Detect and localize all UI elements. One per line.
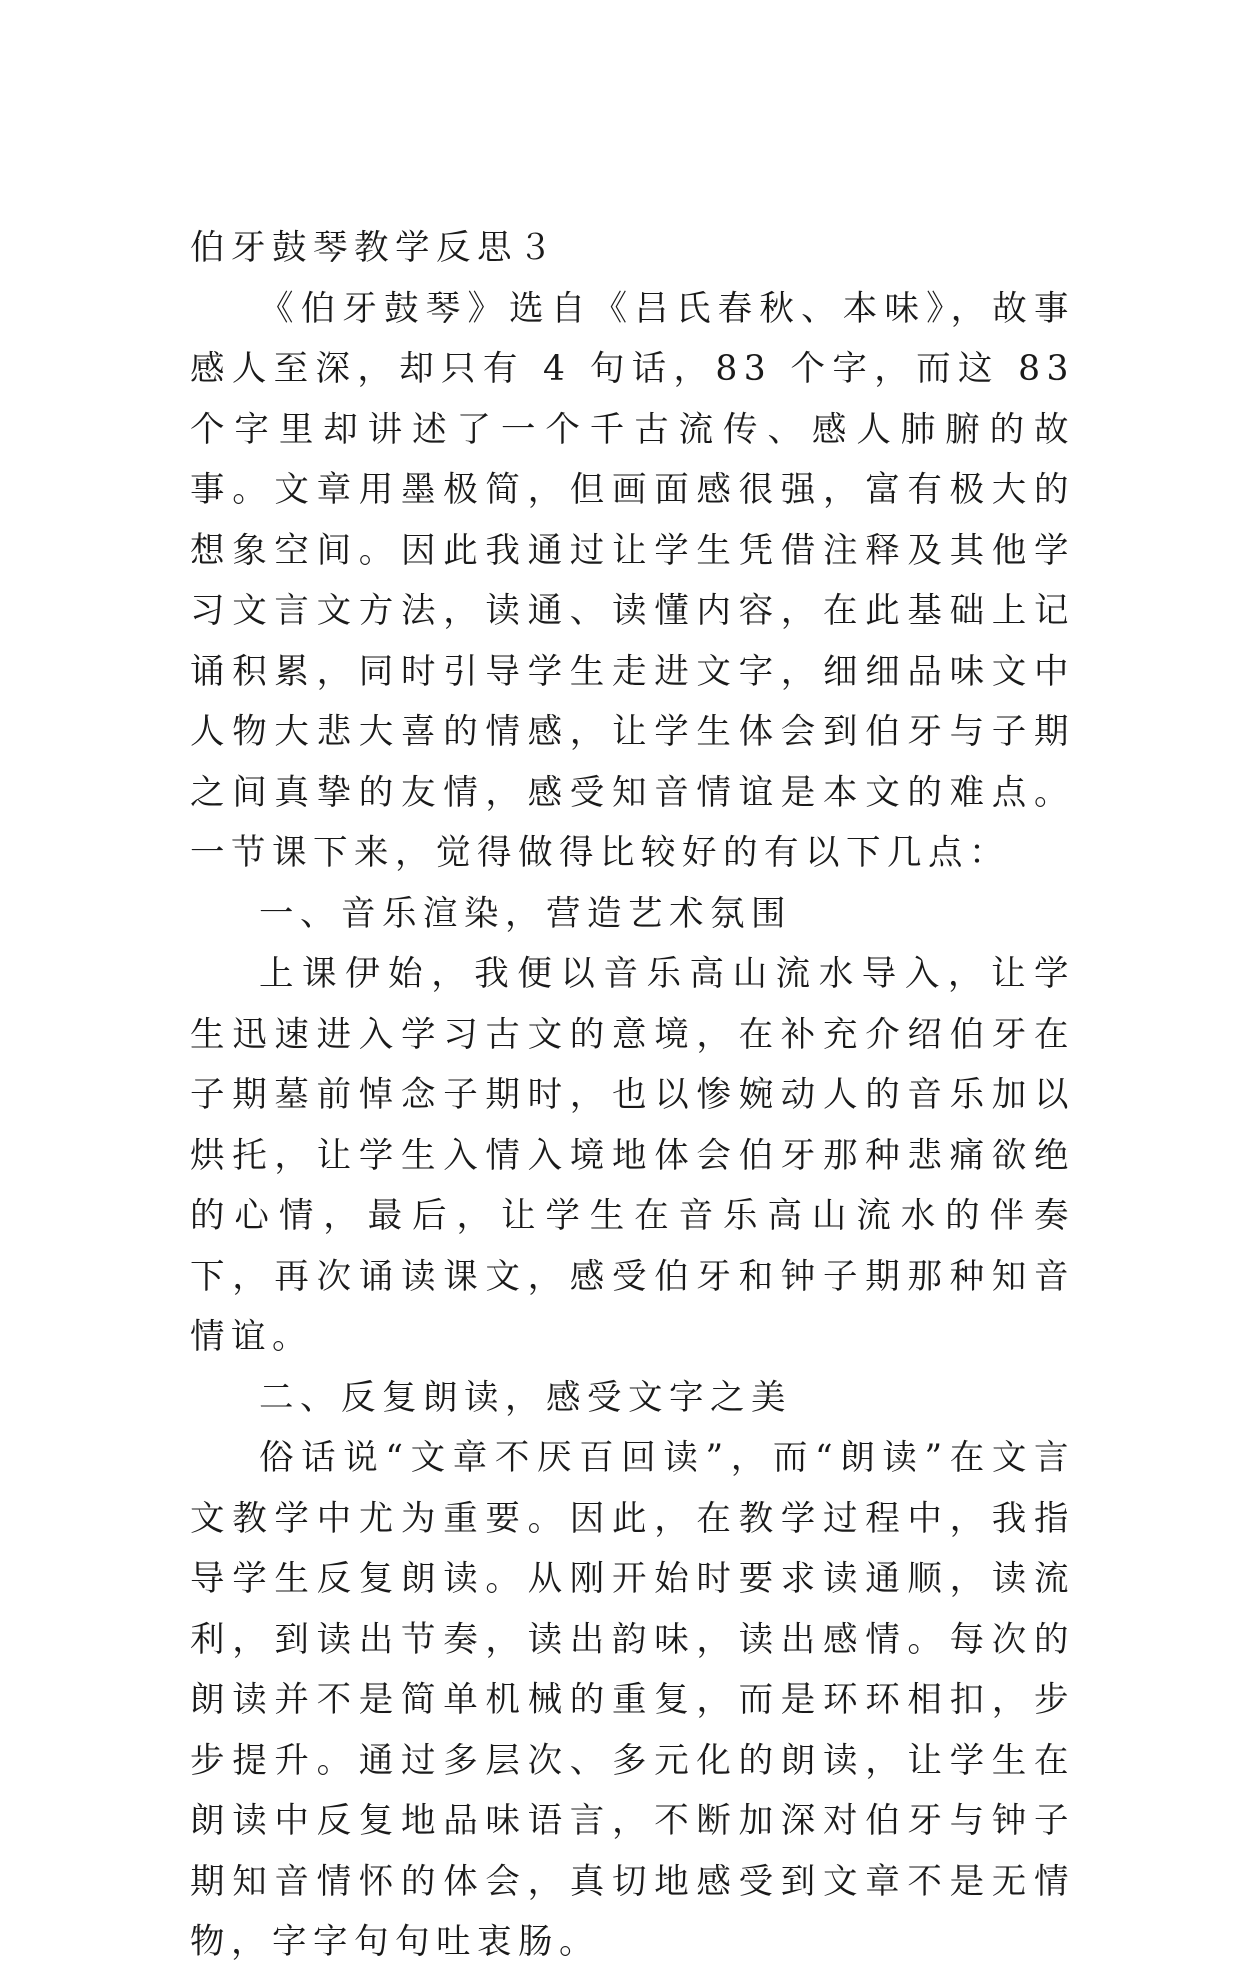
document-title: 伯牙鼓琴教学反思３ [190,228,559,268]
paragraph-reading: 俗话说“文章不厌百回读”，而“朗读”在文言文教学中尤为重要。因此，在教学过程中，我指导学生反复朗读。从刚开始时要求读通顺，读流利，到读出节奏，读出韵味，读出感情。每次的朗读并不是简单机械的重复，而是环环相扣，步步提升。通过多层次、多元化的朗读，让学生在朗读中反复地品味语言，不断加深对伯牙与钟子期知音情怀的体会，真切地感受到文章不是无情物，字字句句吐衷肠。 [190,1438,1075,1962]
document-body [190,218,1075,1973]
section-heading-music: 一、音乐渲染，营造艺术氛围 [259,893,792,934]
section-heading-reading: 二、反复朗读，感受文字之美 [259,1377,792,1418]
paragraph-music: 上课伊始，我便以音乐高山流水导入，让学生迅速进入学习古文的意境，在补充介绍伯牙在子期墓前悼念子期时，也以惨婉动人的音乐加以烘托，让学生入情入境地体会伯牙那种悲痛欲绝的心情，最后，让学生在音乐高山流水的伴奏下，再次诵读课文，感受伯牙和钟子期那种知音情谊。 [190,954,1075,1357]
paragraph-intro: 《伯牙鼓琴》选自《吕氏春秋、本味》，故事感人至深，却只有 4 句话，83 个字，而这 83 个字里却讲述了一个千古流传、感人肺腑的故事。文章用墨极简，但画面感很强，富有极大的想象空间。因此我通过让学生凭借注释及其他学习文言文方法，读通、读懂内容，在此基础上记诵积累，同时引导学生走进文字，细细品味文中人物大悲大喜的情感，让学生体会到伯牙与子期之间真挚的友情，感受知音情谊是本文的难点。一节课下来，觉得做得比较好的有以下几点： [190,288,1075,873]
